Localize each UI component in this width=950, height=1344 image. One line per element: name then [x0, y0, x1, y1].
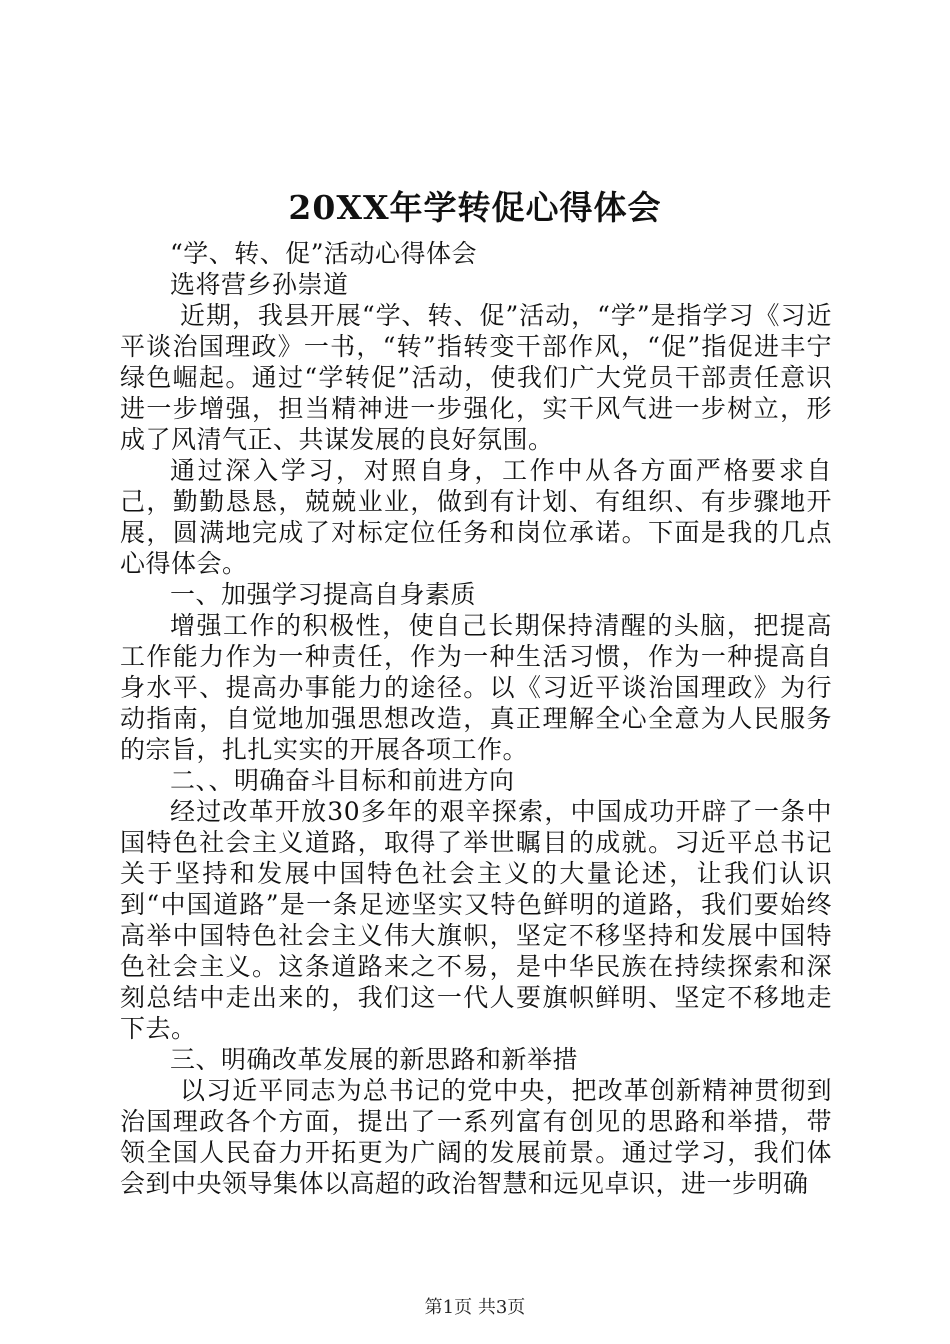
paragraph-subtitle: “学、转、促”活动心得体会	[170, 239, 478, 268]
page-footer	[0, 1296, 950, 1320]
paragraph-section-1: 增强工作的积极性，使自己长期保持清醒的头脑，把提高工作能力作为一种责任，作为一种生活习惯，作为一种提高自身水平、提高办事能力的途径。以《习近平谈治国理政》为行动指南，自觉地加强思想改造，真正理解全心全意为人民服务的宗旨，扎扎实实的开展各项工作。	[120, 611, 832, 764]
paragraph-summary: 通过深入学习，对照自身，工作中从各方面严格要求自己，勤勤恳恳，兢兢业业，做到有计划、有组织、有步骤地开展，圆满地完成了对标定位任务和岗位承诺。下面是我的几点心得体会。	[120, 456, 832, 578]
section-heading-2: 二、、明确奋斗目标和前进方向	[170, 766, 515, 795]
page-number: 第1页 共3页	[424, 1297, 526, 1318]
paragraph-author: 选将营乡孙崇道	[170, 270, 349, 299]
paragraph-intro: 近期，我县开展“学、转、促”活动，“学”是指学习《习近平谈治国理政》一书，“转”指转变干部作风，“促”指促进丰宁绿色崛起。通过“学转促”活动，使我们广大党员干部责任意识进一步增强，担当精神进一步强化，实干风气进一步树立，形成了风清气正、共谋发展的良好氛围。	[120, 301, 832, 454]
section-heading-3: 三、明确改革发展的新思路和新举措	[170, 1045, 579, 1074]
paragraph-section-2: 经过改革开放30多年的艰辛探索，中国成功开辟了一条中国特色社会主义道路，取得了举世瞩目的成就。习近平总书记关于坚持和发展中国特色社会主义的大量论述，让我们认识到“中国道路”是一条足迹坚实又特色鲜明的道路，我们要始终高举中国特色社会主义伟大旗帜，坚定不移坚持和发展中国特色社会主义。这条道路来之不易，是中华民族在持续探索和深刻总结中走出来的，我们这一代人要旗帜鲜明、坚定不移地走下去。	[120, 797, 832, 1043]
document-title: 20XX年学转促心得体会	[288, 188, 662, 227]
paragraph-section-3: 以习近平同志为总书记的党中央，把改革创新精神贯彻到治国理政各个方面，提出了一系列富有创见的思路和举措，带领全国人民奋力开拓更为广阔的发展前景。通过学习，我们体会到中央领导集体以高超的政治智慧和远见卓识，进一步明确	[120, 1076, 832, 1198]
section-heading-1: 一、加强学习提高自身素质	[170, 580, 477, 609]
document-body	[120, 238, 832, 1199]
